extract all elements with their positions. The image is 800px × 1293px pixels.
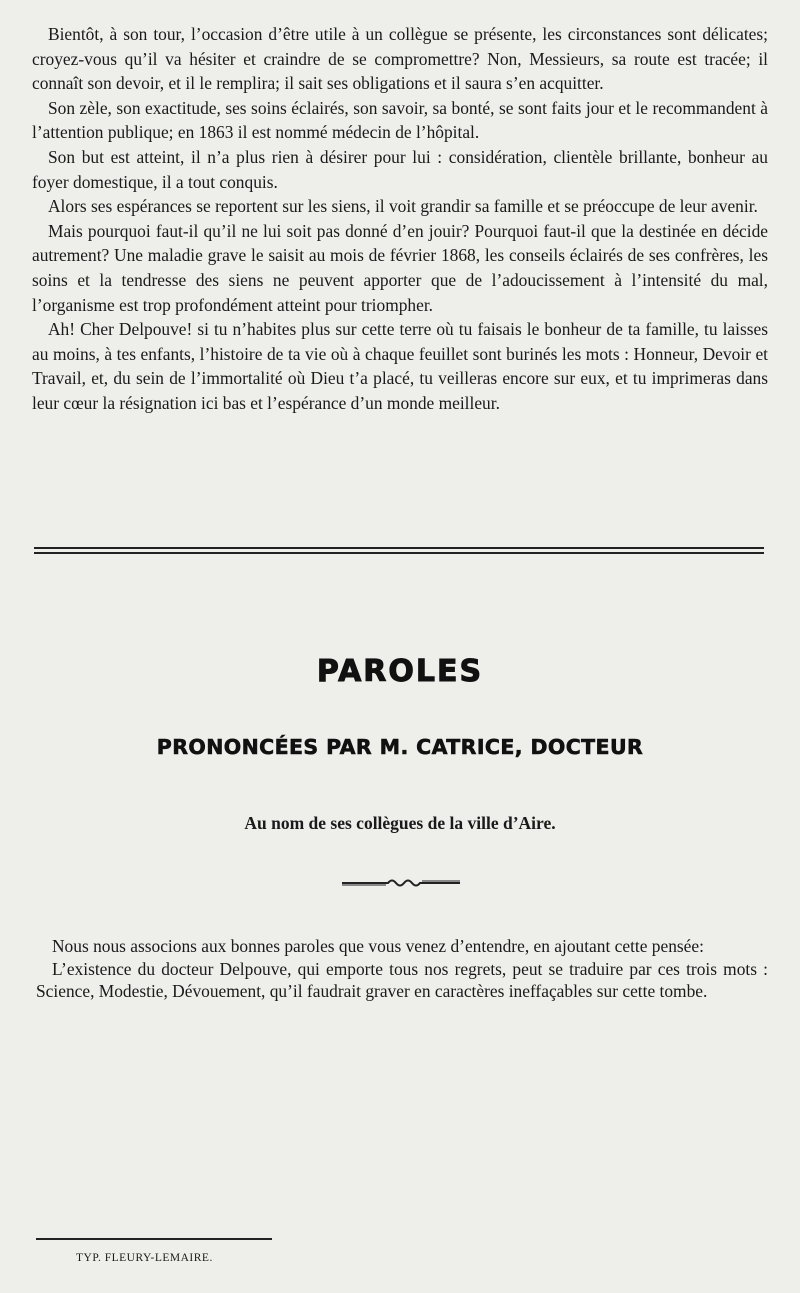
section-divider: [34, 547, 764, 554]
paragraph: L’existence du docteur Delpouve, qui emporte tous nos regrets, peut se traduire par ces trois mots : Science, Modestie, Dévouement, qu’il faudrait graver en caractères ineffaçables sur cette tombe.: [36, 958, 768, 1001]
paragraph: Nous nous associons aux bonnes paroles que vous venez d’entendre, en ajoutant cette pensée:: [52, 936, 704, 956]
paragraph: Mais pourquoi faut-il qu’il ne lui soit pas donné d’en jouir? Pourquoi faut-il que la destinée en décide autrement? Une maladie grave le saisit au mois de février 1868, les conseils éclairés de ses confrères, les soins et la tendresse des siens ne peuvent apporter que de l’adoucissement à l’intensité du mal, l’organisme est trop profondément atteint pour triompher.: [32, 220, 768, 315]
paragraph: Bientôt, à son tour, l’occasion d’être utile à un collègue se présente, les circonstances sont délicates; croyez-vous qu’il va hésiter et craindre de se compromettre? Non, Messieurs, sa route est tracée; il connaît son devoir, et il le remplira; il sait ses obligations et il saura s’en acquitter.: [32, 24, 768, 94]
paragraph: Son but est atteint, il n’a plus rien à désirer pour lui : considération, clientèle brillante, bonheur au foyer domestique, il a tout conquis.: [32, 146, 768, 192]
footer-divider: [36, 1238, 272, 1240]
eulogy-continuation: [32, 22, 768, 416]
paragraph: Alors ses espérances se reportent sur les siens, il voit grandir sa famille et se préoccupe de leur avenir.: [48, 196, 758, 217]
section-byline: Au nom de ses collègues de la ville d’Aire.: [244, 813, 556, 833]
speech-text: [36, 935, 768, 1003]
ornament-flourish: [340, 876, 462, 890]
section-subtitle: PRONONCÉES PAR M. CATRICE, DOCTEUR: [156, 735, 644, 759]
paragraph: Ah! Cher Delpouve! si tu n’habites plus sur cette terre où tu faisais le bonheur de ta famille, tu laisses au moins, à tes enfants, l’histoire de ta vie où à chaque feuillet sont burinés les mots : Honneur, Devoir et Travail, et, du sein de l’immortalité où Dieu t’a placé, tu veilleras encore sur eux, et tu imprimeras dans leur cœur la résignation ici bas et l’espérance d’un monde meilleur.: [32, 319, 768, 413]
paragraph: Son zèle, son exactitude, ses soins éclairés, son savoir, sa bonté, se sont faits jour et le recommandent à l’attention publique; en 1863 il est nommé médecin de l’hôpital.: [32, 97, 768, 143]
section-title: PAROLES: [316, 654, 484, 689]
printer-imprint: TYP. FLEURY-LEMAIRE.: [76, 1252, 213, 1264]
